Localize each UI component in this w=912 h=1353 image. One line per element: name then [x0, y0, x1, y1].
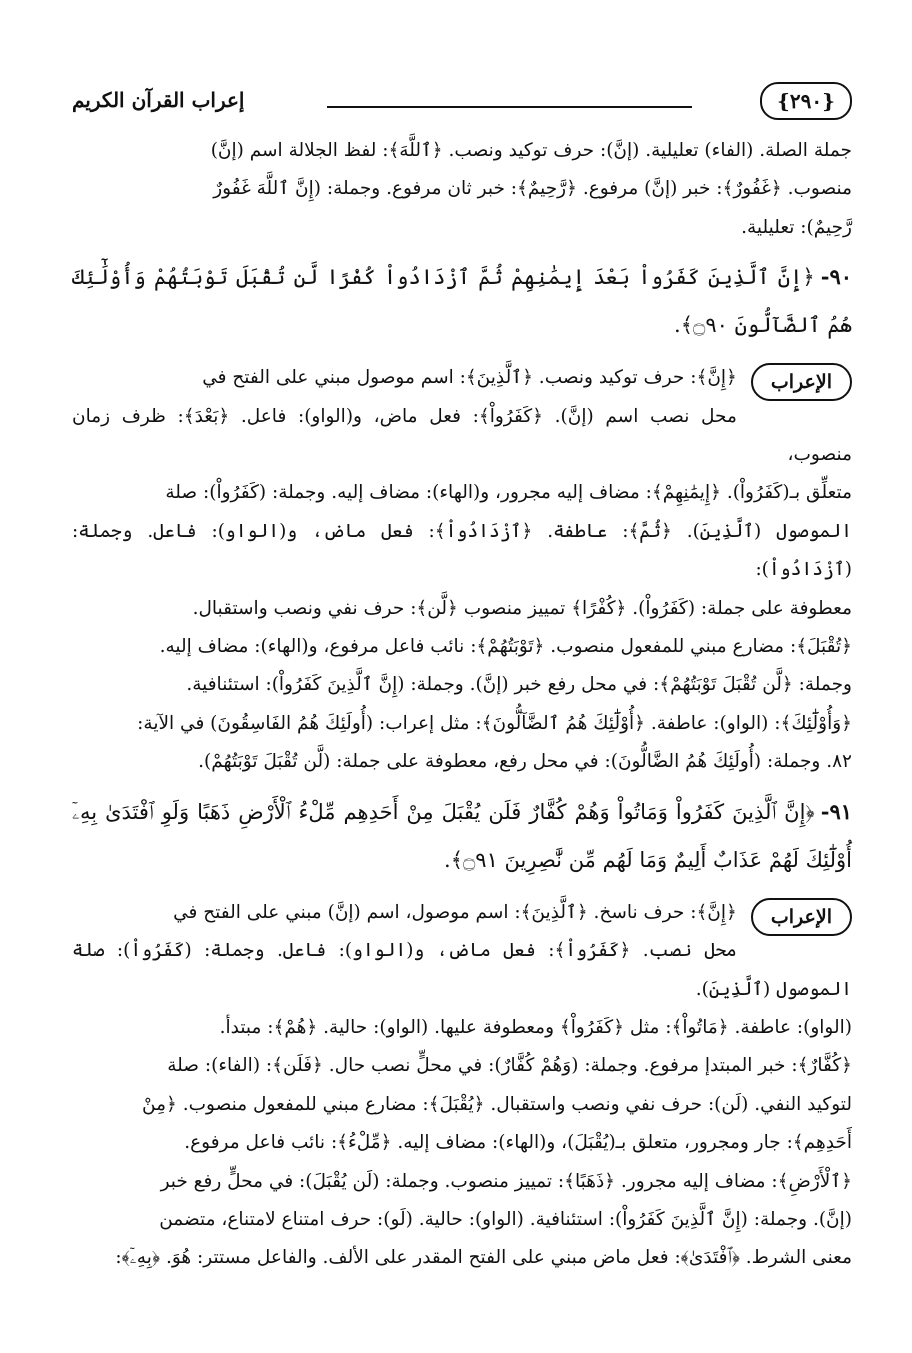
irab-label: الإعراب: [751, 363, 852, 401]
page-header: [72, 70, 852, 132]
text-line: محل نصب. ﴿كَفَرُواْ﴾: فعل ماض، و(الواو): فاعل. وجملة: (كَفَرُواْ): صلة الموصول (ٱلَّذِينَ).: [72, 940, 852, 1000]
text-line: ﴿كُفَّارٌ﴾: خبر المبتدإ مرفوع. وجملة: (وَهُمْ كُفَّارٌ): في محلٍّ نصب حال. ﴿فَلَن﴾: (الفاء): صلة: [167, 1055, 852, 1077]
verse-text: ﴿إِنَّ ٱلَّذِينَ كَفَرُواْ بَعْدَ إِيمَٰنِهِمْ ثُمَّ ٱزْدَادُواْ كُفْرًا لَّن تُقْبَلَ تَوْبَتُهُمْ وَأُوْلَٰٓئِكَ هُمُ ٱلضَّآلُّونَ ۝٩٠﴾.: [72, 265, 852, 338]
text-line: وجملة: ﴿لَّن تُقْبَلَ تَوْبَتُهُمْ﴾: في محل رفع خبر (إنَّ). وجملة: (إِنَّ ٱلَّذِينَ كَفَرُواْ): استئنافية.: [186, 674, 852, 696]
text-line: ﴿ٱلْأَرْضِ﴾: مضاف إليه مجرور. ﴿ذَهَبًا﴾: تمييز منصوب. وجملة: (لَن يُقْبَلَ): في محلٍّ رفع خبر: [160, 1170, 852, 1192]
text-line: (الواو): عاطفة. ﴿مَاتُواْ﴾: مثل ﴿كَفَرُواْ﴾ ومعطوفة عليها. (الواو): حالية. ﴿هُمْ﴾: مبتدأ.: [219, 1016, 852, 1038]
text-line: لتوكيد النفي. (لَن): حرف نفي ونصب واستقبال. ﴿يُقْبَلَ﴾: مضارع مبني للمفعول منصوب. ﴿مِنْ: [142, 1093, 852, 1115]
verse-number: ٩١-: [820, 798, 852, 824]
verse-90: [72, 253, 852, 349]
intro-block: [72, 132, 852, 247]
irab-label: الإعراب: [751, 898, 852, 936]
text-line: ﴿إِنَّ﴾: حرف توكيد ونصب. ﴿ٱلَّذِينَ﴾: اسم موصول مبني على الفتح في: [202, 367, 737, 389]
verse-text: ﴿إِنَّ ٱلَّذِينَ كَفَرُواْ وَمَاتُواْ وَهُمْ كُفَّارٌ فَلَن يُقْبَلَ مِنْ أَحَدِهِم مِّلْءُ ٱلْأَرْضِ ذَهَبًا وَلَوِ ٱفْتَدَىٰ بِهِۦٓ أُوْلَٰٓئِكَ لَهُمْ عَذَابٌ أَلِيمٌ وَمَا لَهُم مِّن نَّٰصِرِينَ ۝٩١﴾.: [72, 799, 852, 872]
verse-number: ٩٠-: [820, 264, 852, 290]
text-line: جملة الصلة. (الفاء) تعليلية. (إنَّ): حرف توكيد ونصب. ﴿ٱللَّهَ﴾: لفظ الجلالة اسم (إنَّ): [210, 140, 852, 161]
text-line: محل نصب اسم (إنَّ). ﴿كَفَرُواْ﴾: فعل ماض، و(الواو): فاعل. ﴿بَعْدَ﴾: ظرف زمان منصوب،: [72, 405, 852, 466]
irab-section-90: [72, 359, 852, 781]
text-line: أَحَدِهِم﴾: جار ومجرور، متعلق بـ(يُقْبَلَ)، و(الهاء): مضاف إليه. ﴿مِّلْءُ﴾: نائب فاعل مرفوع.: [184, 1132, 852, 1154]
text-line: ﴿إِنَّ﴾: حرف ناسخ. ﴿ٱلَّذِينَ﴾: اسم موصول، اسم (إنَّ) مبني على الفتح في: [173, 901, 737, 923]
text-line: منصوب. ﴿غَفُورٌ﴾: خبر (إنَّ) مرفوع. ﴿رَّحِيمٌ﴾: خبر ثان مرفوع. وجملة: (إِنَّ ٱللَّهَ غَفُورٌ: [213, 178, 852, 200]
verse-91: [72, 788, 852, 884]
text-line: ٨٢. وجملة: (أُولَئِكَ هُمُ الضَّالُّونَ): في محل رفع، معطوفة على جملة: (لَّن تُقْبَلَ تَوْبَتُهُمْ).: [198, 751, 852, 773]
text-line: معطوفة على جملة: (كَفَرُواْ). ﴿كُفْرًا﴾ تمييز منصوب ﴿لَّن﴾: حرف نفي ونصب واستقبال.: [192, 597, 852, 619]
irab-section-91: [72, 894, 852, 1278]
book-title: إعراب القرآن الكريم: [72, 88, 245, 112]
page: [72, 70, 852, 1278]
text-line: معنى الشرط. ﴿ٱفْتَدَىٰ﴾: فعل ماض مبني على الفتح المقدر على الألف. والفاعل مستتر: هُوَ. ﴿بِهِۦٓ﴾:: [115, 1247, 852, 1269]
page-number: {٢٩٠}: [760, 82, 852, 120]
text-line: الموصول (ٱلَّذِينَ). ﴿ثُمَّ﴾: عاطفة. ﴿ٱزْدَادُواْ﴾: فعل ماض، و(الواو): فاعل. وجملة: (ٱزْدَادُواْ):: [72, 520, 852, 581]
text-line: (إنَّ). وجملة: (إِنَّ ٱلَّذِينَ كَفَرُواْ): استئنافية. (الواو): حالية. (لَو): حرف امتناع لامتناع، متضمن: [159, 1208, 852, 1230]
text-line: متعلِّق بـ(كَفَرُواْ). ﴿إِيمَٰنِهِمْ﴾: مضاف إليه مجرور، و(الهاء): مضاف إليه. وجملة: (كَفَرُواْ): صلة: [165, 482, 852, 504]
text-line: ﴿وَأُوْلَٰٓئِكَ﴾: (الواو): عاطفة. ﴿أُوْلَٰٓئِكَ هُمُ ٱلضَّآلُّونَ﴾: مثل إعراب: (أُولَئِكَ هُمُ الفَاسِقُونَ) في الآية:: [137, 712, 852, 734]
text-line: ﴿تُقْبَلَ﴾: مضارع مبني للمفعول منصوب. ﴿تَوْبَتُهُمْ﴾: نائب فاعل مرفوع، و(الهاء): مضاف إليه.: [159, 636, 852, 658]
header-rule: [327, 106, 692, 108]
text-line: رَّحِيمٌ): تعليلية.: [741, 216, 852, 238]
